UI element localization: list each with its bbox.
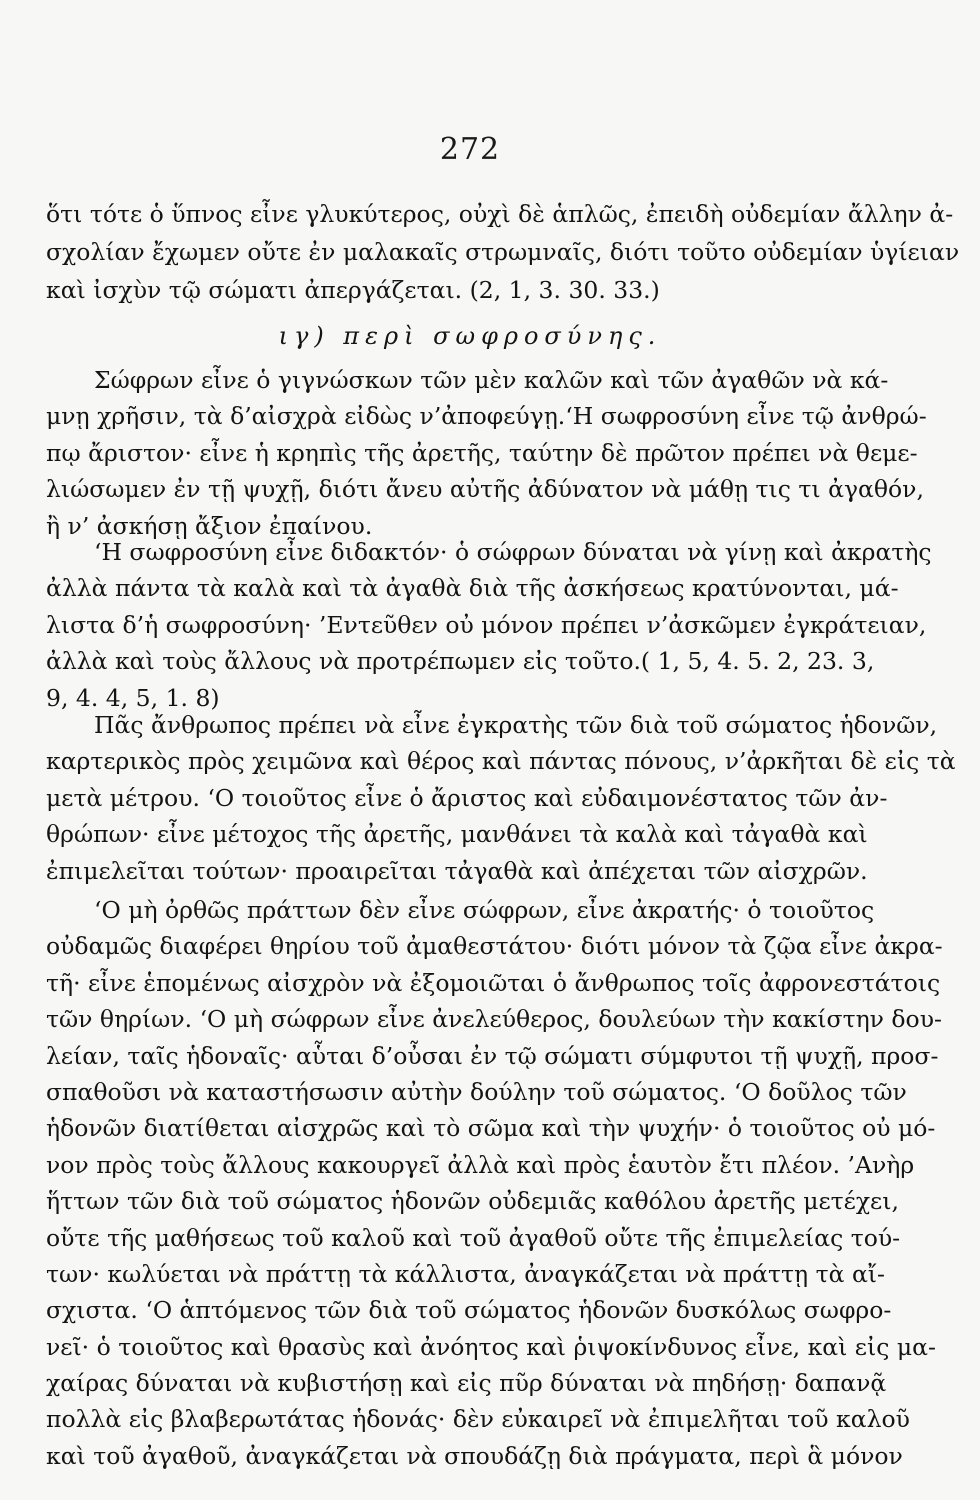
text-line: ‘Ο μὴ ὀρθῶς πράττων δὲν εἶνε σώφρων, εἶνε ἀκρατής· ὁ τοιοῦτος	[94, 896, 875, 924]
text-line: πῳ ἄριστον· εἶνε ἡ κρηπὶς τῆς ἀρετῆς, ταύτην δὲ πρῶτον πρέπει νὰ θεμε-	[46, 438, 918, 467]
text-line: ἡδονῶν διατίθεται αἰσχρῶς καὶ τὸ σῶμα καὶ τὴν ψυχήν· ὁ τοιοῦτος οὐ μό-	[46, 1114, 936, 1143]
text-line: τῶν θηρίων. ‘Ο μὴ σώφρων εἶνε ἀνελεύθερος, δουλεύων τὴν κακίστην δου-	[46, 1005, 942, 1034]
text-line: ἀλλὰ πάντα τὰ καλὰ καὶ τὰ ἀγαθὰ διὰ τῆς ἀσκήσεως κρατύνονται, μά-	[46, 574, 899, 603]
text-line: θρώπων· εἶνε μέτοχος τῆς ἀρετῆς, μανθάνει τὰ καλὰ καὶ τἀγαθὰ καὶ	[46, 820, 868, 849]
section-heading: ιγ) περὶ σωφροσύνης.	[278, 322, 662, 350]
text-line: μετὰ μέτρου. ‘Ο τοιοῦτος εἶνε ὁ ἄριστος καὶ εὐδαιμονέστατος τῶν ἀν-	[46, 783, 888, 812]
paragraph-intemperate	[46, 892, 943, 1474]
page-number: 272	[439, 132, 501, 167]
text-line: Σώφρων εἶνε ὁ γιγνώσκων τῶν μὲν καλῶν καὶ τῶν ἀγαθῶν νὰ κά-	[94, 366, 889, 394]
text-line: ‘Η σωφροσύνη εἶνε διδακτόν· ὁ σώφρων δύναται νὰ γίνῃ καὶ ἀκρατὴς	[94, 538, 932, 566]
text-line: ἀλλὰ καὶ τοὺς ἄλλους νὰ προτρέπωμεν εἰς τοῦτο.( 1, 5, 4. 5. 2, 23. 3,	[46, 647, 875, 676]
text-line: λείαν, ταῖς ἡδοναῖς· αὗται δ’οὖσαι ἐν τῷ σώματι σύμφυτοι τῇ ψυχῇ, προσ-	[46, 1041, 939, 1070]
text-line: ἥττων τῶν διὰ τοῦ σώματος ἡδονῶν οὐδεμιᾶς καθόλου ἀρετῆς μετέχει,	[46, 1187, 899, 1216]
text-line: καὶ τοῦ ἀγαθοῦ, ἀναγκάζεται νὰ σπουδάζῃ διὰ πράγματα, περὶ ἃ μόνον	[46, 1441, 903, 1470]
text-line: οὔτε τῆς μαθήσεως τοῦ καλοῦ καὶ τοῦ ἀγαθοῦ οὔτε τῆς ἐπιμελείας τού-	[46, 1223, 901, 1252]
text-line: νον πρὸς τοὺς ἄλλους κακουργεῖ ἀλλὰ καὶ πρὸς ἑαυτὸν ἔτι πλέον. ’Ανὴρ	[46, 1150, 915, 1179]
paragraph-intro	[46, 195, 960, 309]
text-line: καρτερικὸς πρὸς χειμῶνα καὶ θέρος καὶ πάντας πόνους, ν’ἀρκῆται δὲ εἰς τὰ	[46, 747, 956, 776]
text-line: λιστα δ’ἡ σωφροσύνη· ’Εντεῦθεν οὐ μόνον πρέπει ν’ἀσκῶμεν ἐγκράτειαν,	[46, 610, 927, 639]
text-line: χαίρας δύναται νὰ κυβιστήσῃ καὶ εἰς πῦρ δύναται νὰ πηδήσῃ· δαπανᾷ	[46, 1369, 887, 1398]
paragraph-teachable	[46, 534, 932, 716]
text-line: καὶ ἰσχὺν τῷ σώματι ἀπεργάζεται. (2, 1, 3. 30. 33.)	[46, 276, 660, 304]
text-line: Πᾶς ἄνθρωπος πρέπει νὰ εἶνε ἐγκρατὴς τῶν διὰ τοῦ σώματος ἡδονῶν,	[94, 711, 938, 739]
text-line: λιώσωμεν ἐν τῇ ψυχῇ, διότι ἄνευ αὐτῆς ἀδύνατον νὰ μάθῃ τις τι ἀγαθόν,	[46, 475, 924, 504]
text-line: σχολίαν ἔχωμεν οὔτε ἐν μαλακαῖς στρωμναῖς, διότι τοῦτο οὐδεμίαν ὑγίειαν	[46, 238, 960, 266]
text-line: των· κωλύεται νὰ πράττῃ τὰ κάλλιστα, ἀναγκάζεται νὰ πράττῃ τὰ αἴ-	[46, 1259, 885, 1288]
text-line: οὐδαμῶς διαφέρει θηρίου τοῦ ἀμαθεστάτου· διότι μόνον τὰ ζῷα εἶνε ἀκρα-	[46, 932, 943, 961]
text-line: ὅτι τότε ὁ ὕπνος εἶνε γλυκύτερος, οὐχὶ δὲ ἁπλῶς, ἐπειδὴ οὐδεμίαν ἄλλην ἀ-	[46, 200, 954, 228]
text-line: σπαθοῦσι νὰ καταστήσωσιν αὐτὴν δούλην τοῦ σώματος. ‘Ο δοῦλος τῶν	[46, 1077, 907, 1106]
text-line: ἐπιμελεῖται τούτων· προαιρεῖται τἀγαθὰ καὶ ἀπέχεται τῶν αἰσχρῶν.	[46, 856, 868, 885]
text-line: μνῃ χρῆσιν, τὰ δ’αἰσχρὰ εἰδὼς ν’ἀποφεύγῃ.‘Η σωφροσύνη εἶνε τῷ ἀνθρώ-	[46, 402, 927, 431]
text-line: ἢ ν’ ἀσκήσῃ ἄξιον ἐπαίνου.	[46, 511, 373, 540]
paragraph-mastery	[46, 707, 956, 889]
text-line: νεῖ· ὁ τοιοῦτος καὶ θρασὺς καὶ ἀνόητος καὶ ῥιψοκίνδυνος εἶνε, καὶ εἰς μα-	[46, 1332, 936, 1361]
paragraph-definition	[46, 362, 927, 544]
text-line: σχιστα. ‘Ο ἁπτόμενος τῶν διὰ τοῦ σώματος ἡδονῶν δυσκόλως σωφρο-	[46, 1296, 892, 1325]
text-line: τῆ· εἶνε ἑπομένως αἰσχρὸν νὰ ἐξομοιῶται ὁ ἄνθρωπος τοῖς ἀφρονεστάτοις	[46, 968, 941, 997]
text-line: πολλὰ εἰς βλαβερωτάτας ἡδονάς· δὲν εὐκαιρεῖ νὰ ἐπιμελῆται τοῦ καλοῦ	[46, 1405, 910, 1434]
text-line: 9, 4. 4, 5, 1. 8)	[46, 683, 220, 712]
